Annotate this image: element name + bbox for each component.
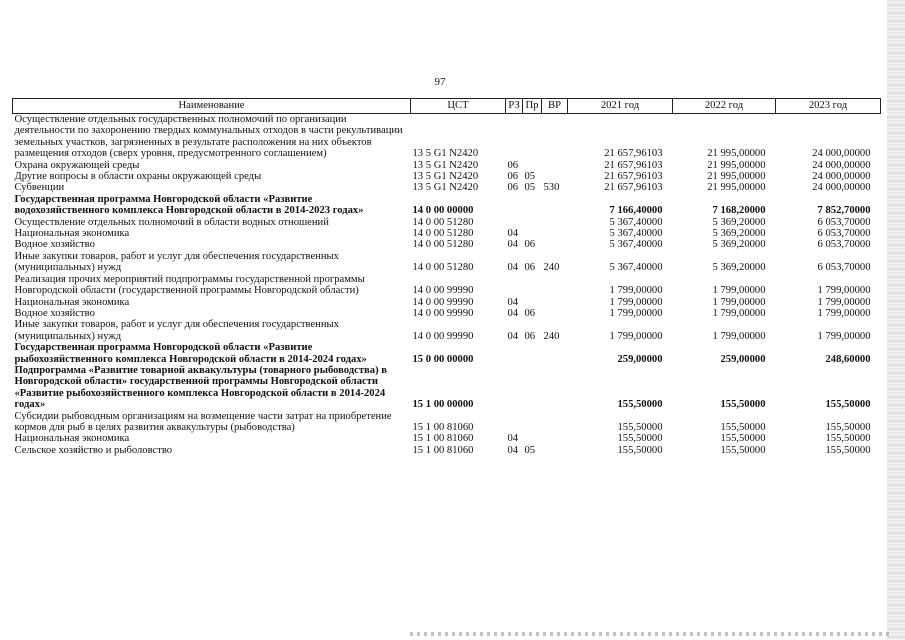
row-name: Охрана окружающей среды xyxy=(14,159,140,171)
row-cst: 14 0 00 99990 xyxy=(412,330,474,342)
row-2022: 21 995,00000 xyxy=(707,171,766,183)
row-vr xyxy=(542,194,568,217)
row-pr xyxy=(523,365,542,411)
table-row xyxy=(13,228,881,239)
header-pr: Пр xyxy=(523,99,542,114)
row-name: Национальная экономика xyxy=(14,296,130,308)
row-vr xyxy=(542,217,568,228)
row-rz: 04 xyxy=(507,239,519,251)
row-vr: 240 xyxy=(543,330,560,342)
scan-edge-shading xyxy=(887,0,905,640)
row-2021: 155,50000 xyxy=(617,421,663,433)
row-2023: 24 000,00000 xyxy=(812,148,871,160)
table-row xyxy=(13,411,881,434)
table-row xyxy=(13,308,881,319)
row-cst: 15 1 00 81060 xyxy=(412,433,474,445)
row-name: Сельское хозяйство и рыболовство xyxy=(14,444,173,456)
row-name: Иные закупки товаров, работ и услуг для обеспечения государственных (муниципальных) нужд xyxy=(14,250,339,274)
table-row xyxy=(13,274,881,297)
row-cst: 14 0 00 99990 xyxy=(412,307,474,319)
row-2022: 155,50000 xyxy=(720,399,766,411)
row-2021: 21 657,96103 xyxy=(604,171,663,183)
row-rz: 06 xyxy=(507,171,519,183)
row-2021: 5 367,40000 xyxy=(609,239,663,251)
row-2023: 7 852,70000 xyxy=(817,205,871,217)
row-2022: 7 168,20000 xyxy=(712,205,766,217)
row-rz: 04 xyxy=(507,444,519,456)
row-vr xyxy=(542,297,568,308)
header-cst: ЦСТ xyxy=(411,99,506,114)
row-rz: 04 xyxy=(507,262,519,274)
row-vr xyxy=(542,342,568,365)
row-2022: 259,00000 xyxy=(720,353,766,365)
row-pr xyxy=(523,274,542,297)
row-2023: 155,50000 xyxy=(825,444,871,456)
row-vr xyxy=(542,365,568,411)
row-cst: 14 0 00 51280 xyxy=(412,216,474,228)
row-2021: 155,50000 xyxy=(617,399,663,411)
row-pr xyxy=(523,297,542,308)
table-row xyxy=(13,251,881,274)
row-rz xyxy=(506,342,523,365)
row-rz xyxy=(506,194,523,217)
row-2022: 21 995,00000 xyxy=(707,182,766,194)
budget-table xyxy=(12,98,881,456)
row-pr xyxy=(523,194,542,217)
row-2021: 155,50000 xyxy=(617,433,663,445)
row-2021: 1 799,00000 xyxy=(609,296,663,308)
header-2023: 2023 год xyxy=(776,99,881,114)
row-2021: 21 657,96103 xyxy=(604,148,663,160)
row-cst: 14 0 00 00000 xyxy=(412,205,474,217)
row-2022: 5 369,20000 xyxy=(712,228,766,240)
row-2023: 155,50000 xyxy=(825,399,871,411)
row-vr xyxy=(542,114,568,160)
row-2021: 21 657,96103 xyxy=(604,182,663,194)
row-pr xyxy=(523,411,542,434)
row-name: Водное хозяйство xyxy=(14,239,95,251)
row-2023: 6 053,70000 xyxy=(817,239,871,251)
row-2021: 1 799,00000 xyxy=(609,307,663,319)
row-cst: 14 0 00 51280 xyxy=(412,239,474,251)
table-row xyxy=(13,114,881,160)
row-vr xyxy=(542,160,568,171)
row-cst: 13 5 G1 N2420 xyxy=(412,171,479,183)
row-cst: 15 1 00 81060 xyxy=(412,421,474,433)
table-row xyxy=(13,342,881,365)
table-row xyxy=(13,445,881,456)
row-vr xyxy=(542,239,568,250)
row-2022: 21 995,00000 xyxy=(707,148,766,160)
row-pr xyxy=(523,342,542,365)
table-header xyxy=(13,99,881,114)
row-pr: 06 xyxy=(524,262,536,274)
row-name: Субсидии рыбоводным организациям на возмещение части затрат на приобретение кормов для рыб в целях развития аквакультуры (рыбоводства) xyxy=(14,410,392,433)
row-cst: 15 0 00 00000 xyxy=(412,353,474,365)
row-2022: 1 799,00000 xyxy=(712,285,766,297)
header-2021: 2021 год xyxy=(568,99,673,114)
row-2023: 1 799,00000 xyxy=(817,330,871,342)
row-2023: 1 799,00000 xyxy=(817,307,871,319)
row-2023: 155,50000 xyxy=(825,421,871,433)
scan-bottom-noise xyxy=(410,632,890,636)
row-2022: 155,50000 xyxy=(720,421,766,433)
row-cst: 14 0 00 99990 xyxy=(412,285,474,297)
row-rz xyxy=(506,274,523,297)
row-rz: 04 xyxy=(507,307,519,319)
table-row xyxy=(13,217,881,228)
row-pr xyxy=(523,433,542,444)
row-pr: 06 xyxy=(524,307,536,319)
row-vr xyxy=(542,411,568,434)
page-number: 97 xyxy=(434,76,446,88)
row-2023: 24 000,00000 xyxy=(812,182,871,194)
row-2022: 1 799,00000 xyxy=(712,330,766,342)
row-cst: 14 0 00 99990 xyxy=(412,296,474,308)
row-vr xyxy=(542,274,568,297)
row-vr: 530 xyxy=(543,182,560,194)
row-2021: 7 166,40000 xyxy=(609,205,663,217)
row-2021: 155,50000 xyxy=(617,444,663,456)
row-name: Государственная программа Новгородской области «Развитие рыбохозяйственного комплекса Новгородской области в 2014-2024 годах» xyxy=(14,342,367,365)
row-2021: 5 367,40000 xyxy=(609,262,663,274)
row-2023: 6 053,70000 xyxy=(817,228,871,240)
row-pr: 06 xyxy=(524,330,536,342)
row-2021: 259,00000 xyxy=(617,353,663,365)
row-2021: 1 799,00000 xyxy=(609,330,663,342)
row-cst: 15 1 00 81060 xyxy=(412,444,474,456)
table-row xyxy=(13,297,881,308)
table-row xyxy=(13,365,881,411)
row-2021: 1 799,00000 xyxy=(609,285,663,297)
row-cst: 13 5 G1 N2420 xyxy=(412,182,479,194)
row-rz xyxy=(506,217,523,228)
row-2021: 5 367,40000 xyxy=(609,228,663,240)
row-name: Осуществление отдельных полномочий в области водных отношений xyxy=(14,216,329,228)
row-pr xyxy=(523,160,542,171)
row-pr xyxy=(523,217,542,228)
row-2023: 24 000,00000 xyxy=(812,159,871,171)
row-name: Иные закупки товаров, работ и услуг для обеспечения государственных (муниципальных) нужд xyxy=(14,319,339,342)
table-row xyxy=(13,239,881,250)
row-2022: 155,50000 xyxy=(720,433,766,445)
table-row xyxy=(13,319,881,342)
row-name: Государственная программа Новгородской области «Развитие водохозяйственного комплекса Новгородской области в 2014-2023 годах» xyxy=(14,193,364,217)
row-vr xyxy=(542,445,568,456)
header-name: Наименование xyxy=(13,99,411,114)
row-2023: 6 053,70000 xyxy=(817,262,871,274)
row-2023: 248,60000 xyxy=(825,353,871,365)
row-name: Водное хозяйство xyxy=(14,307,95,319)
header-vr: ВР xyxy=(542,99,568,114)
row-name: Другие вопросы в области охраны окружающей среды xyxy=(14,171,262,183)
row-rz xyxy=(506,411,523,434)
table-row xyxy=(13,194,881,217)
row-rz: 04 xyxy=(507,296,519,308)
row-vr xyxy=(542,228,568,239)
row-pr: 06 xyxy=(524,239,536,251)
row-cst: 13 5 G1 N2420 xyxy=(412,148,479,160)
row-2023: 155,50000 xyxy=(825,433,871,445)
row-2022: 5 369,20000 xyxy=(712,216,766,228)
row-2023: 6 053,70000 xyxy=(817,216,871,228)
table-row xyxy=(13,182,881,193)
row-name: Национальная экономика xyxy=(14,433,130,445)
row-name: Национальная экономика xyxy=(14,228,130,240)
row-rz: 06 xyxy=(507,159,519,171)
row-cst: 14 0 00 51280 xyxy=(412,262,474,274)
row-2022: 21 995,00000 xyxy=(707,159,766,171)
row-2022: 5 369,20000 xyxy=(712,262,766,274)
table-row xyxy=(13,433,881,444)
row-2023: 1 799,00000 xyxy=(817,296,871,308)
row-rz: 04 xyxy=(507,228,519,240)
row-name: Осуществление отдельных государственных полномочий по организации деятельности по захоронению твердых коммунальных отходов в части рекультивации земельных участков, загрязненных в результате расположения на них объектов размещения отходов (сверх уровня, предусмотренного соглашением) xyxy=(14,114,403,160)
row-vr xyxy=(542,308,568,319)
row-rz: 06 xyxy=(507,182,519,194)
row-name: Подпрограмма «Развитие товарной аквакультуры (товарного рыбоводства) в Новгородской области» государственной программы Новгородской области «Развитие рыбохозяйственного комплекса Новгородской области в 2014-2024 годах» xyxy=(14,364,387,411)
row-vr xyxy=(542,171,568,182)
row-rz xyxy=(506,114,523,160)
header-rz: РЗ xyxy=(506,99,523,114)
row-rz: 04 xyxy=(507,433,519,445)
row-cst: 13 5 G1 N2420 xyxy=(412,159,479,171)
row-2023: 24 000,00000 xyxy=(812,171,871,183)
row-2022: 1 799,00000 xyxy=(712,307,766,319)
row-cst: 15 1 00 00000 xyxy=(412,399,474,411)
row-cst: 14 0 00 51280 xyxy=(412,228,474,240)
row-2022: 5 369,20000 xyxy=(712,239,766,251)
row-rz: 04 xyxy=(507,330,519,342)
table-row xyxy=(13,171,881,182)
row-pr: 05 xyxy=(524,444,536,456)
row-vr: 240 xyxy=(543,262,560,274)
row-vr xyxy=(542,433,568,444)
header-2022: 2022 год xyxy=(673,99,776,114)
row-2022: 1 799,00000 xyxy=(712,296,766,308)
row-name: Субвенции xyxy=(14,182,65,194)
row-2021: 21 657,96103 xyxy=(604,159,663,171)
row-pr: 05 xyxy=(524,182,536,194)
row-pr xyxy=(523,114,542,160)
row-pr: 05 xyxy=(524,171,536,183)
row-pr xyxy=(523,228,542,239)
table-row xyxy=(13,160,881,171)
row-2021: 5 367,40000 xyxy=(609,216,663,228)
row-name: Реализация прочих мероприятий подпрограммы государственной программы Новгородской области (государственной программы Новгородской области) xyxy=(14,273,365,297)
row-2022: 155,50000 xyxy=(720,444,766,456)
row-rz xyxy=(506,365,523,411)
row-2023: 1 799,00000 xyxy=(817,285,871,297)
